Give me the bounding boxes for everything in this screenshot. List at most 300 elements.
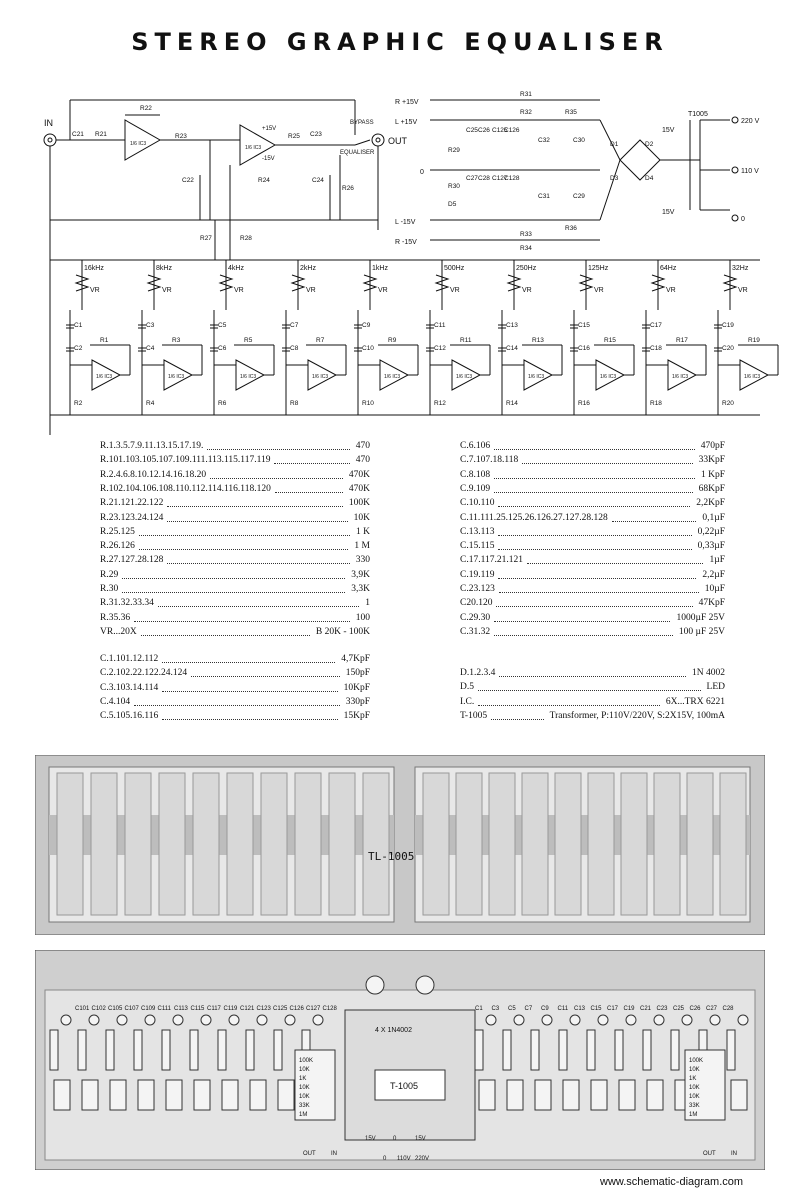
leader-dots — [162, 682, 338, 692]
component-label: C21 — [72, 131, 84, 138]
part-value: 47KpF — [698, 598, 725, 609]
pcb-strip — [91, 773, 117, 915]
pcb-ic — [507, 1080, 523, 1110]
pcb-strip — [621, 773, 647, 915]
label-220v: 220 V — [741, 118, 760, 125]
parts-list-row — [460, 626, 725, 639]
pcb-strip — [159, 773, 185, 915]
pcb-strip — [489, 773, 515, 915]
band-vr-label: VR — [162, 287, 172, 294]
pcb-top-label: TL-1005 — [368, 850, 415, 863]
component-label: R20 — [722, 400, 734, 407]
component-label: D1 — [610, 141, 619, 148]
part-ref: R.25.125 — [100, 526, 135, 537]
part-value: 0,33µF — [697, 541, 725, 552]
pcb-resistor-tag: 1M — [689, 1112, 698, 1118]
parts-list-row — [100, 497, 370, 510]
part-value: 1 KpF — [700, 469, 725, 480]
pcb-resistor — [727, 1030, 735, 1070]
pcb-label: C9 — [541, 1006, 549, 1012]
component-label: R21 — [95, 131, 107, 138]
parts-list-row — [100, 653, 370, 666]
pcb-label: C111 — [157, 1006, 171, 1012]
parts-list-row — [100, 526, 370, 539]
pcb-voltage-label: 220V — [415, 1156, 430, 1162]
part-value: 0,1µF — [702, 512, 725, 523]
pcb-capacitor — [285, 1015, 295, 1025]
parts-list-row — [100, 667, 370, 680]
component-label: R19 — [748, 337, 760, 344]
component-label: C17 — [650, 322, 662, 329]
pcb-resistor-tag: 33K — [299, 1103, 310, 1109]
part-ref: R.21.121.22.122 — [100, 498, 164, 509]
part-value: 1N 4002 — [692, 668, 725, 678]
leader-dots — [134, 612, 350, 622]
leader-dots — [494, 440, 695, 450]
parts-list-row — [460, 681, 725, 694]
part-value: 10K — [353, 512, 370, 523]
pcb-capacitor — [313, 1015, 323, 1025]
pcb-resistor-tag: 10K — [689, 1067, 700, 1073]
pcb-ic — [54, 1080, 70, 1110]
pcb-label: C125 — [273, 1006, 288, 1012]
part-ref: C.6.106 — [460, 441, 491, 451]
component-label: R36 — [565, 225, 577, 232]
part-value: 10µF — [704, 584, 725, 594]
part-ref: R.35.36 — [100, 612, 131, 623]
part-value: 1 — [365, 598, 370, 609]
parts-list-row — [460, 612, 725, 625]
pcb-io-label: IN — [731, 1151, 737, 1157]
pcb-resistor — [615, 1030, 623, 1070]
part-ref: C.19.119 — [460, 569, 495, 580]
band-vr-label: VR — [666, 287, 676, 294]
component-label: R13 — [532, 337, 544, 344]
pcb-resistor — [50, 1030, 58, 1070]
pcb-capacitor — [514, 1015, 524, 1025]
label-ic-b: 1/6 IC3 — [245, 145, 262, 151]
pcb-capacitor — [710, 1015, 720, 1025]
band-ic-label: 1/6 IC3 — [240, 374, 257, 380]
parts-list — [100, 440, 750, 730]
leader-dots — [527, 554, 703, 564]
band-5 — [426, 260, 490, 415]
pcb-capacitor — [173, 1015, 183, 1025]
pcb-resistor — [587, 1030, 595, 1070]
pcb-capacitor — [229, 1015, 239, 1025]
component-label: R18 — [650, 400, 662, 407]
component-label: C4 — [146, 345, 155, 352]
parts-list-row — [100, 540, 370, 553]
component-label: C127 — [492, 175, 508, 182]
pcb-label: C115 — [190, 1006, 205, 1012]
component-label: C128 — [504, 175, 520, 182]
pcb-resistor — [190, 1030, 198, 1070]
pcb-ic — [194, 1080, 210, 1110]
component-label: C126 — [504, 127, 520, 134]
pcb-strip — [522, 773, 548, 915]
pcb-resistor — [106, 1030, 114, 1070]
component-label: R16 — [578, 400, 590, 407]
leader-dots — [478, 681, 701, 691]
pcb-resistor-tag: 33K — [689, 1103, 700, 1109]
band-vr-label: VR — [738, 287, 748, 294]
pcb-io-label: OUT — [703, 1151, 716, 1157]
pcb-label: C102 — [91, 1006, 106, 1012]
pcb-label: C26 — [689, 1006, 701, 1012]
component-label: C20 — [722, 345, 734, 352]
part-value: 470 — [355, 455, 370, 466]
component-label: R3 — [172, 337, 181, 344]
band-8 — [642, 260, 706, 415]
pcb-label: C13 — [574, 1006, 586, 1012]
pcb-resistor-tag: 10K — [689, 1094, 700, 1100]
part-ref: C.7.107.18.118 — [460, 455, 519, 466]
band-4 — [354, 260, 418, 415]
component-label: C2 — [74, 345, 83, 352]
parts-list-row — [100, 583, 370, 596]
component-label: R29 — [448, 147, 460, 154]
pcb-label: C113 — [174, 1006, 188, 1012]
pcb-label: C109 — [141, 1006, 156, 1012]
leader-dots — [134, 696, 340, 706]
pcb-strip — [720, 773, 746, 915]
pcb-capacitor — [598, 1015, 608, 1025]
component-label: C9 — [362, 322, 371, 329]
pcb-resistor — [531, 1030, 539, 1070]
part-ref: C.4.104 — [100, 696, 131, 707]
band-freq-label: 64Hz — [660, 265, 677, 272]
band-0 — [66, 260, 130, 415]
parts-list-row — [460, 569, 725, 582]
parts-list-row — [460, 512, 725, 525]
band-ic-label: 1/6 IC3 — [456, 374, 473, 380]
part-value: 4,7KpF — [341, 654, 370, 664]
band-2 — [210, 260, 274, 415]
leader-dots — [275, 483, 343, 493]
pcb-resistor — [78, 1030, 86, 1070]
part-ref: T-1005 — [460, 710, 488, 721]
pcb-strip — [193, 773, 219, 915]
part-value: 1 M — [354, 541, 370, 552]
parts-list-row — [100, 696, 370, 709]
part-ref: R.31.32.33.34 — [100, 598, 154, 609]
leader-dots — [494, 483, 693, 493]
label-out: OUT — [388, 136, 407, 146]
parts-list-row — [100, 682, 370, 695]
leader-dots — [494, 469, 695, 479]
band-freq-label: 2kHz — [300, 265, 316, 272]
pcb-ic — [591, 1080, 607, 1110]
pcb-resistor — [643, 1030, 651, 1070]
part-ref: R.29 — [100, 569, 119, 580]
pcb-ic — [110, 1080, 126, 1110]
part-value: LED — [706, 682, 725, 693]
parts-list-row — [460, 469, 725, 482]
leader-dots — [167, 497, 343, 507]
pcb-label: C123 — [256, 1006, 271, 1012]
part-value: B 20K - 100K — [315, 626, 370, 637]
pcb-transformer-label: T-1005 — [390, 1081, 419, 1091]
parts-list-row — [460, 667, 725, 680]
pcb-strip — [456, 773, 482, 915]
pcb-capacitor — [145, 1015, 155, 1025]
pcb-resistor — [503, 1030, 511, 1070]
parts-list-row — [100, 710, 370, 723]
band-freq-label: 1kHz — [372, 265, 388, 272]
component-label: C31 — [538, 193, 550, 200]
component-label: C10 — [362, 345, 374, 352]
leader-dots — [491, 710, 544, 720]
pcb-strip — [555, 773, 581, 915]
part-value: 2,2KpF — [696, 498, 725, 509]
band-freq-label: 16kHz — [84, 265, 104, 272]
band-7 — [570, 260, 634, 415]
component-label: C14 — [506, 345, 518, 352]
leader-dots — [494, 612, 670, 622]
component-label: C13 — [506, 322, 518, 329]
leader-dots — [274, 454, 350, 464]
component-label: R7 — [316, 337, 325, 344]
component-label: C5 — [218, 322, 227, 329]
component-label: R1 — [100, 337, 109, 344]
pcb-copper-view — [35, 755, 765, 935]
pcb-ic — [731, 1080, 747, 1110]
band-1 — [138, 260, 202, 415]
parts-list-row — [100, 569, 370, 582]
component-label: C22 — [182, 177, 194, 184]
leader-dots — [167, 512, 348, 522]
label-l-plus: L +15V — [395, 119, 418, 126]
band-vr-label: VR — [450, 287, 460, 294]
pcb-resistor — [134, 1030, 142, 1070]
component-label: R35 — [565, 109, 577, 116]
pcb-ic — [647, 1080, 663, 1110]
pcb-label: C127 — [306, 1006, 321, 1012]
band-ic-label: 1/6 IC3 — [312, 374, 329, 380]
component-label: R25 — [288, 133, 300, 140]
leader-dots — [496, 597, 693, 607]
pcb-resistor — [671, 1030, 679, 1070]
part-ref: R.23.123.24.124 — [100, 512, 164, 523]
pcb-ic — [138, 1080, 154, 1110]
part-ref: C.29.30 — [460, 612, 491, 623]
part-ref: VR...20X — [100, 626, 137, 637]
parts-list-row — [460, 554, 725, 567]
pcb-strip — [329, 773, 355, 915]
pcb-capacitor — [738, 1015, 748, 1025]
parts-list-row — [100, 554, 370, 567]
band-ic-label: 1/6 IC3 — [744, 374, 761, 380]
leader-dots — [158, 597, 359, 607]
pcb-strip — [227, 773, 253, 915]
part-ref: C.31.32 — [460, 626, 491, 637]
pcb-diodes-label: 4 X 1N4002 — [375, 1027, 412, 1034]
leader-dots — [191, 667, 340, 677]
label-in: IN — [44, 118, 53, 128]
pcb-capacitor — [570, 1015, 580, 1025]
part-ref: R.2.4.6.8.10.12.14.16.18.20 — [100, 469, 207, 480]
part-ref: C.8.108 — [460, 469, 491, 480]
component-label: C7 — [290, 322, 299, 329]
pcb-resistor — [559, 1030, 567, 1070]
component-label: R2 — [74, 400, 83, 407]
component-label: R9 — [388, 337, 397, 344]
pcb-resistor — [218, 1030, 226, 1070]
component-label: R33 — [520, 231, 532, 238]
parts-list-row — [460, 483, 725, 496]
pcb-resistor-tag: 100K — [689, 1058, 704, 1064]
parts-list-row — [100, 454, 370, 467]
band-freq-label: 125Hz — [588, 265, 609, 272]
pcb-label: C17 — [607, 1006, 619, 1012]
component-label: C15 — [578, 322, 590, 329]
part-ref: C.5.105.16.116 — [100, 711, 159, 722]
pcb-capacitor — [654, 1015, 664, 1025]
pcb-label: C105 — [108, 1006, 123, 1012]
label-0v: 0 — [741, 216, 745, 223]
part-value: 150pF — [345, 668, 370, 679]
pcb-voltage-label: 15V — [365, 1136, 376, 1142]
pcb-label: C23 — [656, 1006, 668, 1012]
pcb-label: C3 — [491, 1006, 500, 1012]
component-label: R27 — [200, 235, 212, 242]
part-value: 100 — [355, 612, 370, 623]
band-ic-label: 1/6 IC3 — [528, 374, 545, 380]
pcb-cap-c32 — [416, 976, 434, 994]
leader-dots — [498, 540, 692, 550]
pcb-resistor-tag: 10K — [299, 1094, 310, 1100]
component-label: C26 — [478, 127, 490, 134]
pcb-label: C1 — [475, 1006, 483, 1012]
pcb-resistor-tag: 1K — [689, 1076, 697, 1082]
part-value: 15KpF — [343, 711, 370, 722]
leader-dots — [162, 710, 338, 720]
band-9 — [714, 260, 778, 415]
component-label: C28 — [478, 175, 490, 182]
label-l-minus: L -15V — [395, 219, 416, 226]
part-ref: D.5 — [460, 682, 474, 693]
parts-list-row — [100, 512, 370, 525]
part-ref: R.101.103.105.107.109.111.113.115.117.119 — [100, 455, 271, 466]
pcb-cap-c31 — [366, 976, 384, 994]
part-value: 330 — [355, 555, 370, 566]
pcb-label: C11 — [557, 1006, 569, 1012]
pcb-capacitor — [201, 1015, 211, 1025]
part-value: 1 K — [356, 526, 370, 537]
page-title: STEREO GRAPHIC EQUALISER — [131, 28, 669, 56]
band-vr-label: VR — [378, 287, 388, 294]
part-ref: C.10.110 — [460, 498, 495, 509]
component-label: R12 — [434, 400, 446, 407]
part-ref: D.1.2.3.4 — [460, 668, 496, 678]
leader-dots — [498, 569, 696, 579]
pcb-resistor — [475, 1030, 483, 1070]
part-ref: C.3.103.14.114 — [100, 682, 159, 693]
component-label: C25 — [466, 127, 478, 134]
band-ic-label: 1/6 IC3 — [384, 374, 401, 380]
label-ic-a: 1/6 IC3 — [130, 141, 147, 147]
component-label: R6 — [218, 400, 227, 407]
band-freq-label: 8kHz — [156, 265, 172, 272]
part-ref: C.11.111.25.125.26.126.27.127.28.128 — [460, 512, 608, 523]
leader-dots — [522, 454, 693, 464]
part-ref: C.1.101.12.112 — [100, 654, 159, 664]
component-label: R5 — [244, 337, 253, 344]
component-label: C6 — [218, 345, 227, 352]
component-label: D5 — [448, 201, 457, 208]
label-15v-a: 15V — [662, 127, 675, 134]
part-value: Transformer, P:110V/220V, S:2X15V, 100mA — [549, 710, 725, 721]
band-ic-label: 1/6 IC3 — [672, 374, 689, 380]
pcb-label: C21 — [640, 1006, 652, 1012]
pcb-label: C15 — [590, 1006, 602, 1012]
parts-list-row — [460, 497, 725, 510]
band-6 — [498, 260, 562, 415]
parts-list-row — [460, 454, 725, 467]
component-label: R8 — [290, 400, 299, 407]
part-ref: C.9.109 — [460, 483, 491, 494]
pcb-label: C27 — [706, 1006, 718, 1012]
pcb-voltage-label: 15V — [415, 1136, 426, 1142]
label-plus15: +15V — [262, 126, 277, 132]
pcb-ic — [479, 1080, 495, 1110]
parts-list-row — [100, 626, 370, 639]
label-minus15: -15V — [262, 156, 275, 162]
band-3 — [282, 260, 346, 415]
part-value: 6X...TRX 6221 — [665, 696, 725, 707]
component-label: R24 — [258, 177, 270, 184]
band-vr-label: VR — [234, 287, 244, 294]
parts-list-row — [460, 526, 725, 539]
pcb-voltage-label: 0 — [393, 1136, 397, 1142]
band-vr-label: VR — [306, 287, 316, 294]
label-15v-b: 15V — [662, 209, 675, 216]
band-vr-label: VR — [522, 287, 532, 294]
pcb-label: C128 — [322, 1006, 337, 1012]
leader-dots — [498, 526, 692, 536]
pcb-ic — [563, 1080, 579, 1110]
component-label: C23 — [310, 131, 322, 138]
pcb-strip — [654, 773, 680, 915]
leader-dots — [499, 667, 686, 677]
pcb-label: C107 — [124, 1006, 139, 1012]
component-label: C16 — [578, 345, 590, 352]
part-ref: C.17.117.21.121 — [460, 555, 523, 566]
part-value: 10KpF — [343, 682, 370, 693]
leader-dots — [499, 583, 699, 593]
pcb-ic — [250, 1080, 266, 1110]
parts-list-row — [460, 597, 725, 610]
part-value: 3,9K — [351, 569, 370, 580]
pcb-component-view — [35, 950, 765, 1170]
part-value: 470K — [348, 483, 370, 494]
pcb-ic — [535, 1080, 551, 1110]
part-value: 330pF — [345, 696, 370, 707]
part-value: 470K — [348, 469, 370, 480]
pcb-label: C121 — [240, 1006, 255, 1012]
parts-list-row — [100, 440, 370, 453]
label-zero: 0 — [420, 169, 424, 176]
part-value: 2,2µF — [702, 569, 725, 580]
pcb-voltage-label: 110V — [397, 1156, 411, 1162]
pcb-label: C101 — [75, 1006, 90, 1012]
band-ic-label: 1/6 IC3 — [600, 374, 617, 380]
pcb-capacitor — [486, 1015, 496, 1025]
part-value: 68KpF — [698, 483, 725, 494]
part-value: 0,22µF — [697, 526, 725, 537]
leader-dots — [612, 512, 696, 522]
